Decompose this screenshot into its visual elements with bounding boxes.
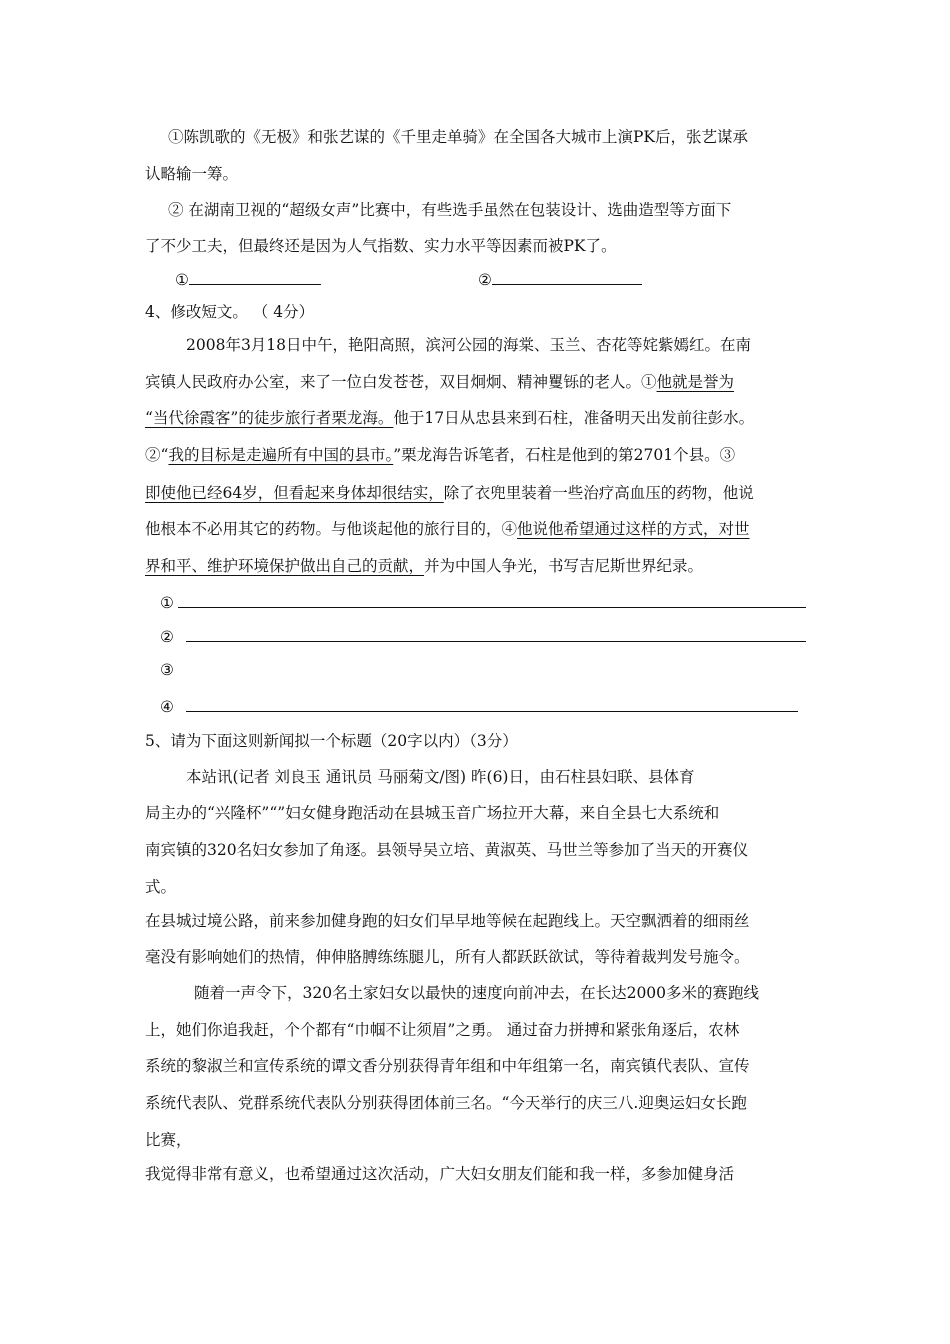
q5-line-9: 系统的黎淑兰和宣传系统的谭文香分别获得青年组和中年组第一名，南宾镇代表队、宣传 [145,1057,750,1075]
q4-text: 他于17日从忠县来到石柱，准备明天出发前往彭水。 [393,409,755,427]
q5-line-4: 式。 [145,878,177,896]
blank-line-1 [189,268,321,285]
q5-line-11: 比赛， [145,1131,192,1149]
q4-answer-marker-3: ③ [160,661,174,679]
q4-answer-marker-4: ④ [160,698,174,716]
q4-text: ②“ [145,446,169,464]
q5-line-6: 毫没有影响她们的热情，伸伸胳膊练练腿儿，所有人都跃跃欲试，等待着裁判发号施令。 [145,948,750,966]
blank-marker-1: ① [175,271,189,289]
q4-underlined-sentence-4-cont: 界和平、维护环境保护做出自己的贡献， [145,557,425,575]
q4-answer-line-1[interactable] [178,607,806,608]
q3-answer-blank-1[interactable] [175,268,321,291]
q4-underlined-sentence-1: 他就是誉为 [656,373,735,391]
q4-underlined-sentence-4: 他说他希望通过这样的方式，对世 [517,520,750,538]
q5-line-7: 随着一声令下，320名土家妇女以最快的速度向前冲去，在长达2000多米的赛跑线 [194,984,760,1002]
q3-item2-line1: ② 在湖南卫视的“超级女声”比赛中，有些选手虽然在包装设计、选曲造型等方面下 [168,201,732,219]
q4-answer-marker-1: ① [160,594,174,612]
q4-underlined-sentence-2: 我的目标是走遍所有中国的县市。 [168,446,394,464]
q4-underlined-sentence-3: 即使他已经64岁，但看起来身体却很结实， [145,484,444,502]
q3-item1-line1: ①陈凯歌的《无极》和张艺谋的《千里走单骑》在全国各大城市上演PK后，张艺谋承 [168,128,749,146]
q4-answer-marker-2: ② [160,628,174,646]
q4-p1-line5 [145,482,754,504]
q4-p1-line3 [145,407,754,429]
q5-line-1: 本站讯(记者 刘良玉 通讯员 马丽菊文/图) 昨(6)日，由石柱县妇联、县体育 [186,768,695,786]
q3-item1-line2: 认略输一筹。 [145,165,239,183]
blank-marker-2: ② [478,271,492,289]
q3-answer-blank-2[interactable] [478,268,642,291]
q5-line-2: 局主办的“兴隆杯”“”妇女健身跑活动在县城玉音广场拉开大幕，来自全县七大系统和 [145,804,720,822]
q5-line-5: 在县城过境公路，前来参加健身跑的妇女们早早地等候在起跑线上。天空飘洒着的细雨丝 [145,912,750,930]
q4-text: 宾镇人民政府办公室，来了一位白发苍苍，双目炯炯、精神矍铄的老人。① [145,373,657,391]
q5-line-10: 系统代表队、党群系统代表队分别获得团体前三名。“今天举行的庆三八.迎奥运妇女长跑 [145,1094,747,1112]
q4-heading: 4、修改短文。 （ 4分） [145,303,315,321]
q5-line-3: 南宾镇的320名妇女参加了角逐。县领导吴立培、黄淑英、马世兰等参加了当天的开赛仪 [145,841,749,859]
q4-text: 并为中国人争光，书写吉尼斯世界纪录。 [424,557,704,575]
q4-answer-line-4[interactable] [186,711,798,712]
q4-p1-line2 [145,371,734,393]
q4-underlined-sentence-1-cont: “当代徐霞客”的徒步旅行者栗龙海。 [145,409,394,427]
q4-answer-line-2[interactable] [186,641,806,642]
q4-p1-line6 [145,518,750,540]
q4-p1-line4 [145,444,735,466]
q4-text: 他根本不必用其它的药物。与他谈起他的旅行目的，④ [145,520,518,538]
q4-text: ”栗龙海告诉笔者，石柱是他到的第2701个县。③ [393,446,736,464]
blank-line-2 [492,268,642,285]
q4-p1-line1: 2008年3月18日中午，艳阳高照，滨河公园的海棠、玉兰、杏花等姹紫嫣红。在南 [186,336,752,354]
q5-heading: 5、请为下面这则新闻拟一个标题（20字以内）（3分） [145,732,518,750]
q3-item2-line2: 了不少工夫，但最终还是因为人气指数、实力水平等因素而被PK了。 [145,237,617,255]
q5-line-8: 上，她们你追我赶，个个都有“巾帼不让须眉”之勇。 通过奋力拼搏和紧张角逐后，农林 [145,1021,740,1039]
q4-p1-line7 [145,555,703,577]
q5-line-12: 我觉得非常有意义，也希望通过这次活动，广大妇女朋友们能和我一样，多参加健身活 [145,1165,735,1183]
q4-text: 除了衣兜里装着一些治疗高血压的药物，他说 [443,484,754,502]
